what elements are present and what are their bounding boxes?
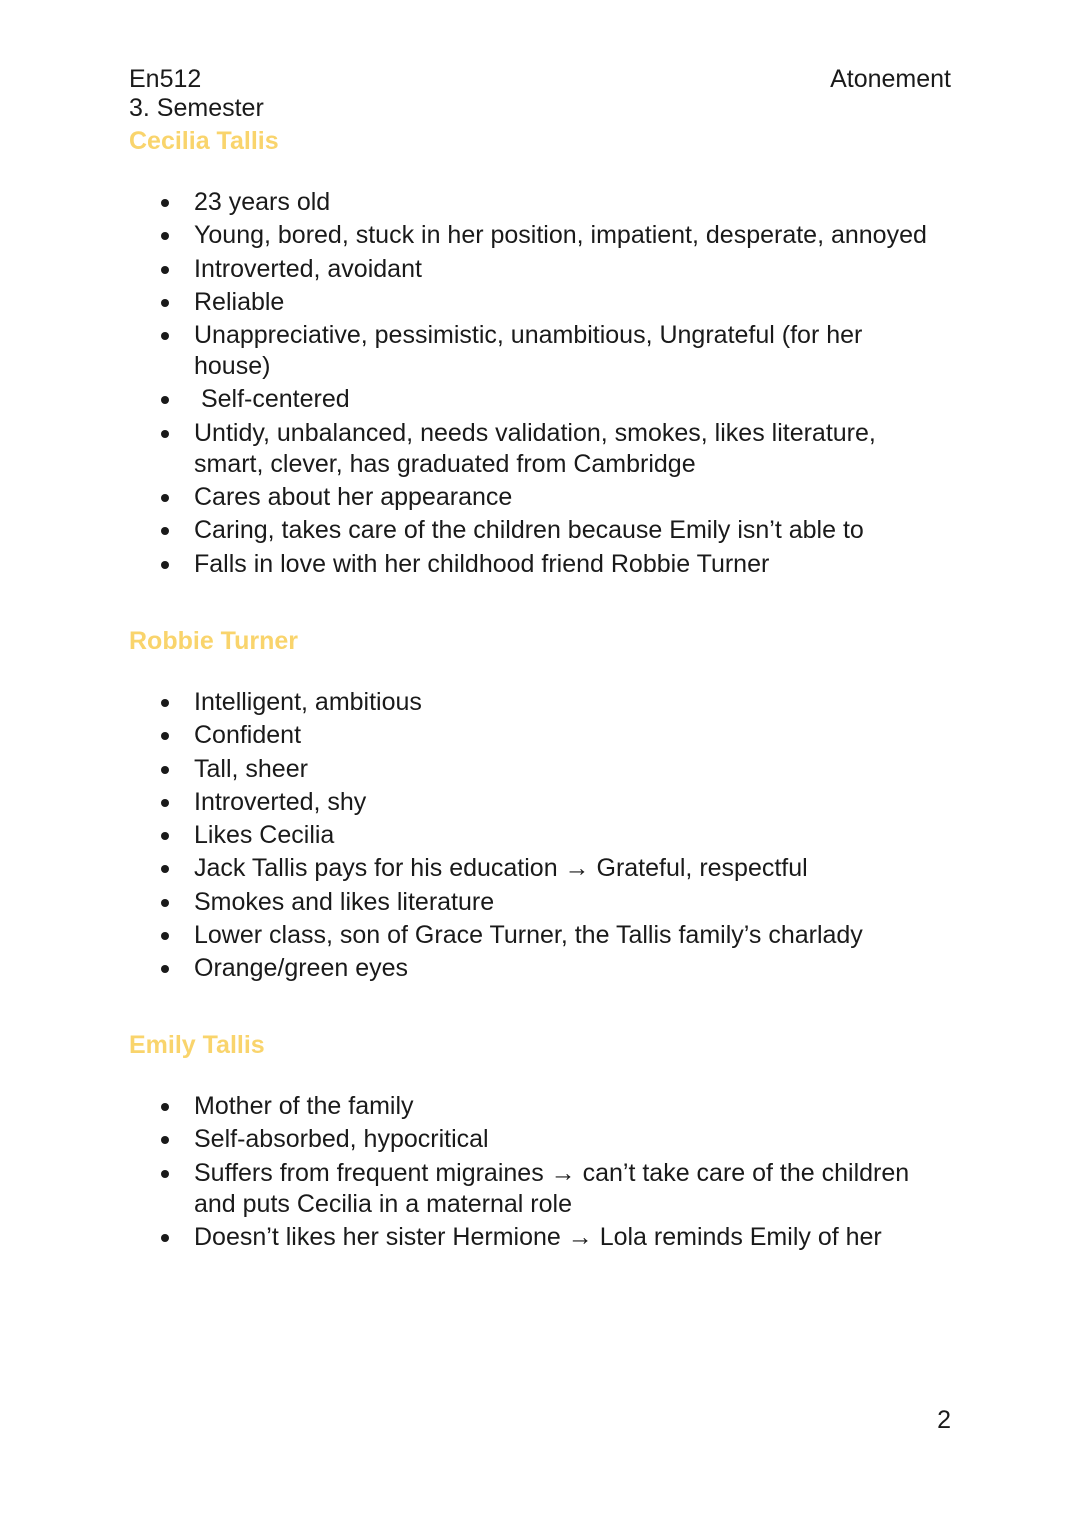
- bullet-icon: [161, 766, 169, 774]
- list-item: 23 years old: [0, 187, 1080, 218]
- section-heading-cecilia: Cecilia Tallis: [129, 127, 279, 155]
- list-item: Cares about her appearance: [0, 482, 1080, 513]
- bullet-icon: [161, 932, 169, 940]
- list-item: Likes Cecilia: [0, 820, 1080, 851]
- bullet-icon: [161, 299, 169, 307]
- list-item: Orange/green eyes: [0, 953, 1080, 984]
- bullet-icon: [161, 561, 169, 569]
- section-heading-emily: Emily Tallis: [129, 1031, 265, 1059]
- list-item: Unappreciative, pessimistic, unambitious, Ungrateful (for her house): [0, 320, 1080, 382]
- bullet-icon: [161, 527, 169, 535]
- list-item: Falls in love with her childhood friend Robbie Turner: [0, 549, 1080, 580]
- bullet-list-emily: [0, 1091, 1080, 1255]
- list-item: Self-absorbed, hypocritical: [0, 1124, 1080, 1155]
- course-code: En512: [129, 65, 202, 93]
- bullet-icon: [161, 1103, 169, 1111]
- list-item: Self-centered: [0, 384, 1080, 415]
- list-item: Reliable: [0, 287, 1080, 318]
- list-item: Tall, sheer: [0, 754, 1080, 785]
- bullet-icon: [161, 332, 169, 340]
- list-item: Introverted, shy: [0, 787, 1080, 818]
- list-item: Young, bored, stuck in her position, impatient, desperate, annoyed: [0, 220, 1080, 251]
- section-heading-robbie: Robbie Turner: [129, 627, 298, 655]
- bullet-icon: [161, 732, 169, 740]
- bullet-icon: [161, 1136, 169, 1144]
- bullet-icon: [161, 1170, 169, 1178]
- page-number: 2: [937, 1406, 951, 1434]
- bullet-icon: [161, 832, 169, 840]
- bullet-icon: [161, 799, 169, 807]
- bullet-list-cecilia: [0, 187, 1080, 582]
- bullet-icon: [161, 1234, 169, 1242]
- document-title: Atonement: [830, 65, 951, 93]
- list-item: Jack Tallis pays for his education → Grateful, respectful: [0, 853, 1080, 884]
- list-item: Smokes and likes literature: [0, 887, 1080, 918]
- list-item: Untidy, unbalanced, needs validation, smokes, likes literature, smart, clever, has graduated from Cambridge: [0, 418, 1080, 480]
- bullet-icon: [161, 396, 169, 404]
- list-item: Mother of the family: [0, 1091, 1080, 1122]
- bullet-icon: [161, 199, 169, 207]
- bullet-icon: [161, 266, 169, 274]
- bullet-icon: [161, 232, 169, 240]
- list-item: Doesn’t likes her sister Hermione → Lola reminds Emily of her: [0, 1222, 1080, 1253]
- bullet-icon: [161, 699, 169, 707]
- bullet-list-robbie: [0, 687, 1080, 987]
- list-item: Suffers from frequent migraines → can’t take care of the children and puts Cecilia in a maternal role: [0, 1158, 1080, 1220]
- list-item: Intelligent, ambitious: [0, 687, 1080, 718]
- bullet-icon: [161, 494, 169, 502]
- list-item: Caring, takes care of the children because Emily isn’t able to: [0, 515, 1080, 546]
- semester-label: 3. Semester: [129, 94, 264, 122]
- bullet-icon: [161, 865, 169, 873]
- list-item: Lower class, son of Grace Turner, the Tallis family’s charlady: [0, 920, 1080, 951]
- bullet-icon: [161, 899, 169, 907]
- bullet-icon: [161, 965, 169, 973]
- list-item: Introverted, avoidant: [0, 254, 1080, 285]
- bullet-icon: [161, 430, 169, 438]
- list-item: Confident: [0, 720, 1080, 751]
